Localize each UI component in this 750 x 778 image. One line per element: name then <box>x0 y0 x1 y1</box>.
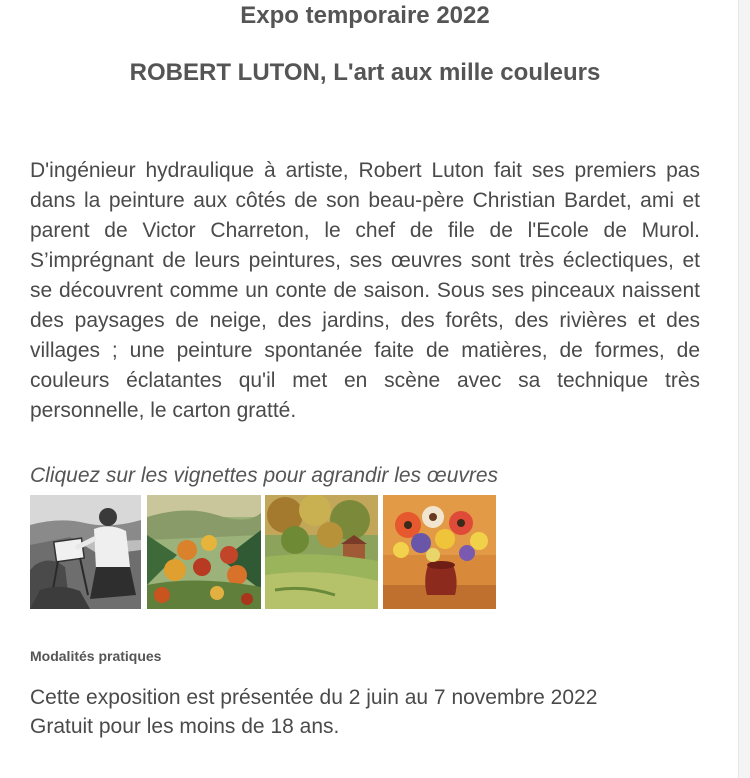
landscape-house-painting-thumbnail-icon <box>265 495 378 609</box>
exhibition-title: ROBERT LUTON, L'art aux mille couleurs <box>129 59 601 86</box>
autumn-valley-painting-thumbnail-icon <box>147 495 261 609</box>
exhibition-dates: Cette exposition est présentée du 2 juin au 7 novembre 2022 <box>30 686 598 709</box>
vertical-scrollbar[interactable] <box>738 0 750 778</box>
intro-paragraph: D'ingénieur hydraulique à artiste, Robert Luton fait ses premiers pas dans la peinture aux côtés de son beau-père Christian Bardet, ami et parent de Victor Charreton, le chef de file de l'Ecole de Murol. S’imprégnant de leurs peintures, ses œuvres sont très éclectiques, et se découvrent comme un conte de saison. Sous ses pinceaux naissent des paysages de neige, des jardins, des forêts, des rivières et des villages ; une peinture spontanée faite de matières, de formes, de couleurs éclatantes qu'il met en scène avec sa technique très personnelle, le carton gratté. <box>30 159 700 422</box>
gallery-hint: Cliquez sur les vignettes pour agrandir les œuvres <box>30 464 499 487</box>
page-title: Expo temporaire 2022 <box>240 2 490 29</box>
thumbnail-artist-photo[interactable] <box>30 495 141 609</box>
practical-info <box>30 683 597 741</box>
thumbnail-landscape-house[interactable] <box>265 495 378 609</box>
practical-info-label: Modalités pratiques <box>30 648 162 664</box>
thumbnail-flower-bouquet[interactable] <box>383 495 496 609</box>
flower-bouquet-painting-thumbnail-icon <box>383 495 496 609</box>
thumbnail-autumn-valley[interactable] <box>147 495 261 609</box>
exhibition-price: Gratuit pour les moins de 18 ans. <box>30 715 340 738</box>
artist-photo-thumbnail-icon <box>30 495 141 609</box>
